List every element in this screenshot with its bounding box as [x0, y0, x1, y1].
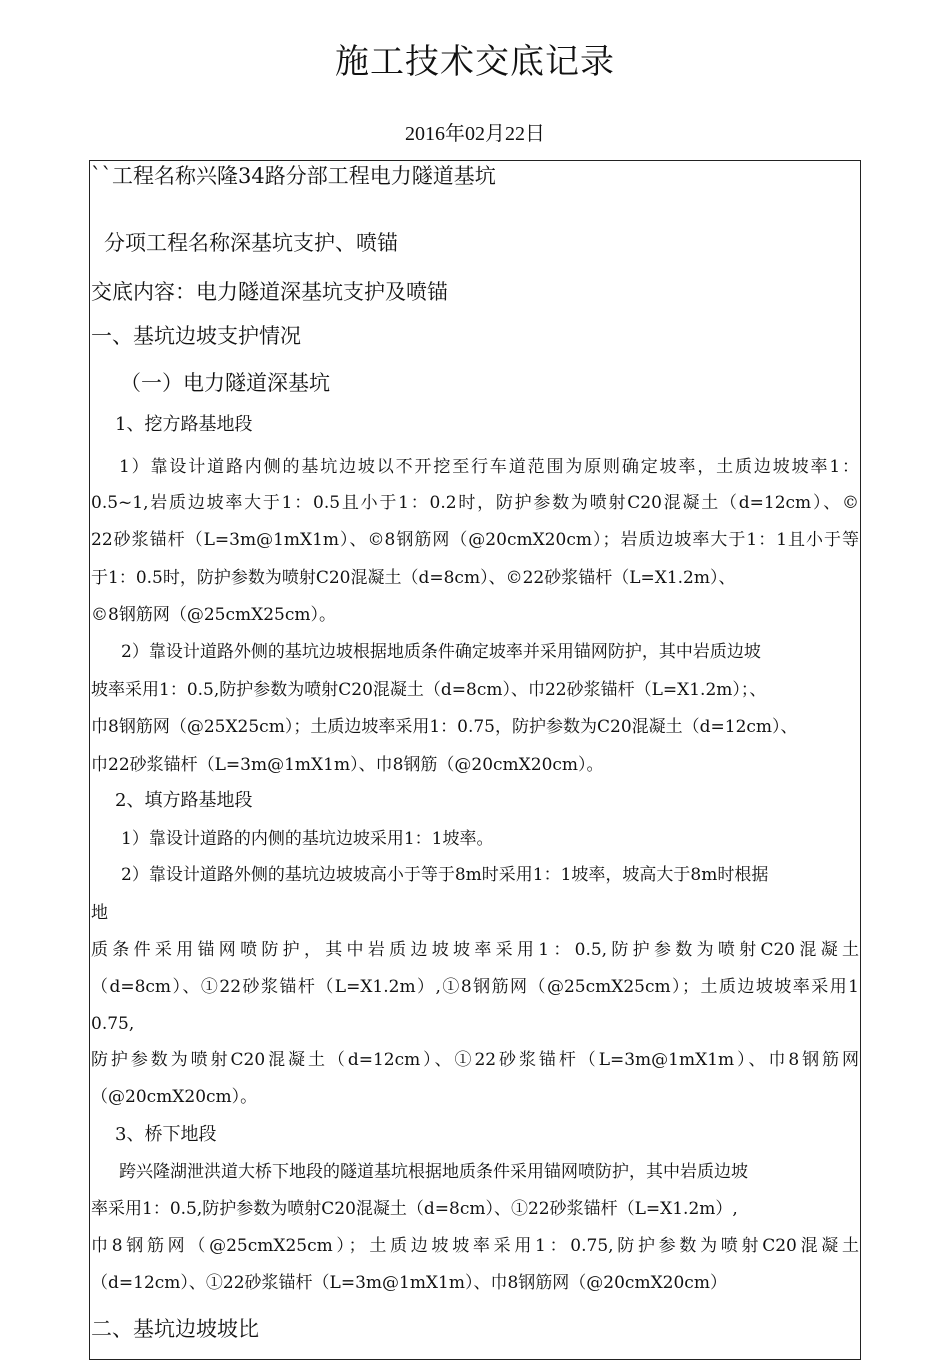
item-3-heading: 3、桥下地段	[115, 1124, 217, 1145]
paragraph-line: 2）靠设计道路外侧的基坑边坡坡高小于等于8m时采用1：1坡率，坡高大于8m时根据	[121, 865, 769, 885]
paragraph-line: 0.75,	[91, 1014, 135, 1034]
paragraph-line: 地	[91, 903, 108, 923]
document-date: 2016年02月22日	[405, 123, 545, 145]
paragraph-line: 巾22砂浆锚杆（L=3m@1mX1m）、巾8钢筋（@20cmX20cm）。	[91, 755, 604, 775]
paragraph-line: 巾8钢筋网（@25X25cm）；土质边坡率采用1：0.75，防护参数为C20混凝土（d=12cm）、	[91, 717, 798, 737]
paragraph-line: 巾8钢筋网（@25cmX25cm）；土质边坡坡率采用1：0.75,防护参数为喷射C20混凝土	[91, 1236, 859, 1256]
subsection-1-heading: （一）电力隧道深基坑	[120, 371, 330, 395]
paragraph-line: （d=8cm）、①22砂浆锚杆（L=X1.2m）,①8钢筋网（@25cmX25cm）；土质边坡坡率采用1	[91, 977, 859, 997]
document-title: 施工技术交底记录	[335, 42, 615, 82]
paragraph-line: 跨兴隆湖泄洪道大桥下地段的隧道基坑根据地质条件采用锚网喷防护，其中岩质边坡	[119, 1162, 748, 1182]
project-name-line: ``工程名称兴隆34路分部工程电力隧道基坑	[91, 164, 496, 188]
subproject-name-line: 分项工程名称深基坑支护、喷锚	[104, 231, 398, 255]
paragraph-line: 2）靠设计道路外侧的基坑边坡根据地质条件确定坡率并采用锚网防护，其中岩质边坡	[121, 642, 761, 662]
item-2-heading: 2、填方路基地段	[115, 790, 253, 811]
paragraph-line: 0.5~1,岩质边坡率大于1：0.5且小于1：0.2时，防护参数为喷射C20混凝土（d=12cm）、©	[91, 493, 859, 513]
paragraph-line: 于1：0.5时，防护参数为喷射C20混凝土（d=8cm）、©22砂浆锚杆（L=X1.2m）、	[91, 568, 736, 588]
paragraph-line: 防护参数为喷射C20混凝土（d=12cm）、①22砂浆锚杆（L=3m@1mX1m）、巾8钢筋网	[91, 1050, 859, 1070]
paragraph-line: 质条件采用锚网喷防护，其中岩质边坡坡率采用1：0.5,防护参数为喷射C20混凝土	[91, 940, 859, 960]
paragraph-line: （d=12cm）、①22砂浆锚杆（L=3m@1mX1m）、巾8钢筋网（@20cmX20cm）	[91, 1273, 727, 1293]
paragraph-line: ©8钢筋网（@25cmX25cm）。	[91, 605, 336, 625]
disclosure-content-line: 交底内容：电力隧道深基坑支护及喷锚	[91, 280, 448, 304]
paragraph-line: 22砂浆锚杆（L=3m@1mX1m）、©8钢筋网（@20cmX20cm）；岩质边坡率大于1：1且小于等	[91, 530, 859, 550]
paragraph-line: （@20cmX20cm）。	[91, 1087, 258, 1107]
paragraph-line: 1）靠设计道路的内侧的基坑边坡采用1：1坡率。	[121, 829, 494, 849]
section-2-heading: 二、基坑边坡坡比	[91, 1317, 259, 1341]
paragraph-line: 1）靠设计道路内侧的基坑边坡以不开挖至行车道范围为原则确定坡率，土质边坡坡率1：	[119, 457, 859, 477]
item-1-heading: 1、挖方路基地段	[115, 414, 253, 435]
paragraph-line: 率采用1：0.5,防护参数为喷射C20混凝土（d=8cm）、①22砂浆锚杆（L=X1.2m）,	[91, 1199, 738, 1219]
paragraph-line: 坡率采用1：0.5,防护参数为喷射C20混凝土（d=8cm）、巾22砂浆锚杆（L=X1.2m）；、	[91, 680, 767, 700]
section-1-heading: 一、基坑边坡支护情况	[91, 324, 301, 348]
